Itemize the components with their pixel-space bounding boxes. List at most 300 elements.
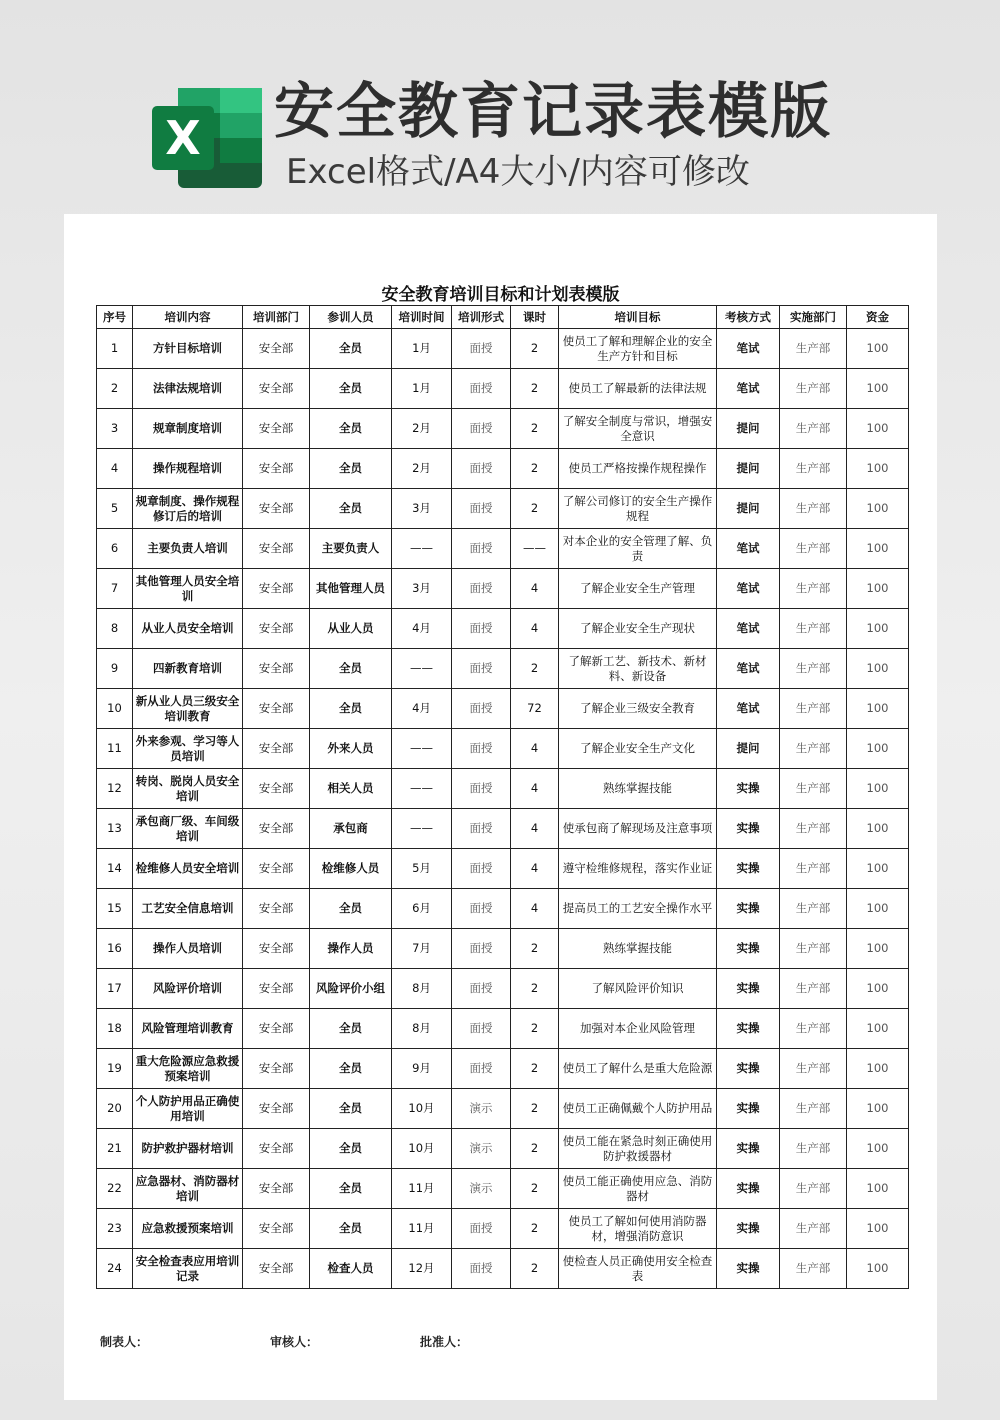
table-cell: 20 <box>97 1089 133 1129</box>
table-cell: 笔试 <box>717 649 780 689</box>
table-cell: 5月 <box>392 849 452 889</box>
table-cell: 了解企业安全生产现状 <box>559 609 717 649</box>
table-cell: 2 <box>97 369 133 409</box>
preparer-label: 制表人： <box>100 1335 149 1349</box>
table-cell: 2 <box>511 489 559 529</box>
table-cell: 12月 <box>392 1249 452 1289</box>
table-cell: 安全部 <box>243 969 310 1009</box>
table-cell: 全员 <box>310 409 392 449</box>
table-cell: 2月 <box>392 449 452 489</box>
table-cell: 全员 <box>310 1009 392 1049</box>
table-row <box>97 1129 909 1169</box>
column-header: 培训时间 <box>392 306 452 329</box>
table-cell: 实操 <box>717 1009 780 1049</box>
table-cell: 其他管理人员 <box>310 569 392 609</box>
table-cell: 面授 <box>452 1209 511 1249</box>
table-cell: 3 <box>97 409 133 449</box>
table-cell: 熟练掌握技能 <box>559 929 717 969</box>
table-cell: 2 <box>511 929 559 969</box>
table-cell: 面授 <box>452 689 511 729</box>
table-cell: 100 <box>847 1049 909 1089</box>
table-cell: 100 <box>847 449 909 489</box>
table-cell: 实操 <box>717 1169 780 1209</box>
table-cell: —— <box>392 729 452 769</box>
table-cell: 14 <box>97 849 133 889</box>
table-cell: 提问 <box>717 729 780 769</box>
table-cell: 23 <box>97 1209 133 1249</box>
table-cell: 面授 <box>452 849 511 889</box>
table-cell: 全员 <box>310 369 392 409</box>
table-cell: 重大危险源应急救援预案培训 <box>133 1049 243 1089</box>
table-cell: 2 <box>511 1009 559 1049</box>
table-cell: 安全部 <box>243 809 310 849</box>
table-cell: 2 <box>511 969 559 1009</box>
table-cell: 1 <box>97 329 133 369</box>
table-cell: 生产部 <box>780 649 847 689</box>
table-cell: 风险评价小组 <box>310 969 392 1009</box>
table-cell: 面授 <box>452 369 511 409</box>
table-cell: 安全部 <box>243 729 310 769</box>
training-plan-table <box>96 305 909 1289</box>
table-cell: 2月 <box>392 409 452 449</box>
table-cell: 风险评价培训 <box>133 969 243 1009</box>
table-cell: 安全部 <box>243 1009 310 1049</box>
table-cell: 9 <box>97 649 133 689</box>
table-cell: 转岗、脱岗人员安全培训 <box>133 769 243 809</box>
table-cell: 15 <box>97 889 133 929</box>
table-cell: 生产部 <box>780 529 847 569</box>
table-cell: 笔试 <box>717 569 780 609</box>
table-cell: 100 <box>847 929 909 969</box>
table-cell: 实操 <box>717 769 780 809</box>
table-cell: 安全部 <box>243 489 310 529</box>
table-cell: 规章制度培训 <box>133 409 243 449</box>
table-cell: 100 <box>847 1249 909 1289</box>
table-cell: 实操 <box>717 889 780 929</box>
table-cell: 面授 <box>452 449 511 489</box>
table-cell: 笔试 <box>717 689 780 729</box>
table-cell: 100 <box>847 529 909 569</box>
table-cell: —— <box>392 649 452 689</box>
table-cell: 面授 <box>452 529 511 569</box>
table-cell: 演示 <box>452 1169 511 1209</box>
table-cell: 安全部 <box>243 1049 310 1089</box>
table-cell: 8 <box>97 609 133 649</box>
table-cell: 100 <box>847 489 909 529</box>
table-cell: 生产部 <box>780 329 847 369</box>
table-cell: 面授 <box>452 609 511 649</box>
table-cell: 生产部 <box>780 1089 847 1129</box>
column-header: 培训部门 <box>243 306 310 329</box>
table-cell: 使员工严格按操作规程操作 <box>559 449 717 489</box>
table-cell: 4 <box>511 729 559 769</box>
table-cell: 100 <box>847 809 909 849</box>
table-cell: 笔试 <box>717 369 780 409</box>
table-cell: 面授 <box>452 649 511 689</box>
table-cell: 生产部 <box>780 609 847 649</box>
table-cell: 10月 <box>392 1129 452 1169</box>
table-cell: 了解风险评价知识 <box>559 969 717 1009</box>
table-cell: 安全部 <box>243 369 310 409</box>
table-cell: 安全部 <box>243 569 310 609</box>
table-cell: 17 <box>97 969 133 1009</box>
table-cell: —— <box>511 529 559 569</box>
table-row <box>97 769 909 809</box>
table-cell: 方针目标培训 <box>133 329 243 369</box>
table-cell: 19 <box>97 1049 133 1089</box>
table-cell: 2 <box>511 1129 559 1169</box>
table-cell: 安全部 <box>243 329 310 369</box>
table-cell: 外来参观、学习等人员培训 <box>133 729 243 769</box>
approver-label: 批准人： <box>420 1335 469 1349</box>
table-cell: 100 <box>847 1089 909 1129</box>
table-cell: 实操 <box>717 1049 780 1089</box>
table-cell: 防护救护器材培训 <box>133 1129 243 1169</box>
table-cell: 3月 <box>392 569 452 609</box>
table-cell: 从业人员 <box>310 609 392 649</box>
excel-logo-letter: X <box>165 111 201 165</box>
table-row <box>97 609 909 649</box>
table-cell: 使员工了解和理解企业的安全生产方针和目标 <box>559 329 717 369</box>
table-cell: 使承包商了解现场及注意事项 <box>559 809 717 849</box>
table-row <box>97 329 909 369</box>
table-cell: 提问 <box>717 409 780 449</box>
column-header: 培训目标 <box>559 306 717 329</box>
table-cell: 全员 <box>310 1049 392 1089</box>
table-cell: 全员 <box>310 1169 392 1209</box>
table-row <box>97 1249 909 1289</box>
table-cell: 生产部 <box>780 1169 847 1209</box>
table-cell: 相关人员 <box>310 769 392 809</box>
table-cell: 遵守检维修规程，落实作业证 <box>559 849 717 889</box>
table-cell: 生产部 <box>780 1009 847 1049</box>
table-cell: 面授 <box>452 1249 511 1289</box>
table-title: 安全教育培训目标和计划表模版 <box>381 285 620 305</box>
column-header: 资金 <box>847 306 909 329</box>
table-cell: 生产部 <box>780 409 847 449</box>
table-cell: 笔试 <box>717 609 780 649</box>
table-cell: 100 <box>847 609 909 649</box>
table-cell: 100 <box>847 569 909 609</box>
page-subtitle: Excel格式/A4大小/内容可修改 <box>286 152 750 192</box>
table-cell: 2 <box>511 1209 559 1249</box>
table-row <box>97 529 909 569</box>
table-cell: 22 <box>97 1169 133 1209</box>
table-cell: 安全部 <box>243 449 310 489</box>
table-cell: 全员 <box>310 1089 392 1129</box>
table-cell: 4 <box>511 769 559 809</box>
table-cell: 主要负责人培训 <box>133 529 243 569</box>
table-cell: 个人防护用品正确使用培训 <box>133 1089 243 1129</box>
table-cell: 11月 <box>392 1169 452 1209</box>
table-row <box>97 569 909 609</box>
table-cell: 2 <box>511 369 559 409</box>
table-cell: 从业人员安全培训 <box>133 609 243 649</box>
table-cell: 了解公司修订的安全生产操作规程 <box>559 489 717 529</box>
table-cell: 使员工能在紧急时刻正确使用防护救援器材 <box>559 1129 717 1169</box>
table-cell: 2 <box>511 1169 559 1209</box>
table-row <box>97 929 909 969</box>
table-cell: 2 <box>511 1049 559 1089</box>
table-cell: 2 <box>511 1089 559 1129</box>
table-cell: 使员工了解如何使用消防器材，增强消防意识 <box>559 1209 717 1249</box>
table-cell: 3月 <box>392 489 452 529</box>
table-cell: 1月 <box>392 369 452 409</box>
table-cell: 100 <box>847 769 909 809</box>
table-cell: 安全部 <box>243 1209 310 1249</box>
table-cell: 2 <box>511 1249 559 1289</box>
table-cell: 安全部 <box>243 1169 310 1209</box>
table-cell: 6 <box>97 529 133 569</box>
table-cell: 7月 <box>392 929 452 969</box>
table-cell: 主要负责人 <box>310 529 392 569</box>
table-cell: 11 <box>97 729 133 769</box>
table-cell: 面授 <box>452 729 511 769</box>
table-cell: 生产部 <box>780 849 847 889</box>
table-cell: 生产部 <box>780 969 847 1009</box>
table-cell: 100 <box>847 409 909 449</box>
table-cell: 5 <box>97 489 133 529</box>
table-cell: 安全部 <box>243 849 310 889</box>
table-cell: 实操 <box>717 1209 780 1249</box>
table-cell: 面授 <box>452 569 511 609</box>
table-cell: 实操 <box>717 849 780 889</box>
table-cell: 生产部 <box>780 1209 847 1249</box>
table-cell: 100 <box>847 889 909 929</box>
table-cell: 安全部 <box>243 1249 310 1289</box>
excel-logo <box>152 86 264 190</box>
table-row <box>97 809 909 849</box>
table-cell: 100 <box>847 969 909 1009</box>
table-cell: 面授 <box>452 409 511 449</box>
table-cell: 生产部 <box>780 489 847 529</box>
table-cell: 检维修人员安全培训 <box>133 849 243 889</box>
table-cell: 生产部 <box>780 569 847 609</box>
table-cell: 操作人员培训 <box>133 929 243 969</box>
table-cell: 100 <box>847 1209 909 1249</box>
table-cell: 18 <box>97 1009 133 1049</box>
table-cell: 2 <box>511 329 559 369</box>
table-cell: 笔试 <box>717 529 780 569</box>
table-cell: 72 <box>511 689 559 729</box>
table-cell: 12 <box>97 769 133 809</box>
table-cell: 面授 <box>452 1049 511 1089</box>
table-cell: 了解企业安全生产管理 <box>559 569 717 609</box>
table-cell: 承包商 <box>310 809 392 849</box>
table-row <box>97 449 909 489</box>
table-cell: 2 <box>511 409 559 449</box>
table-cell: 安全部 <box>243 609 310 649</box>
table-cell: —— <box>392 769 452 809</box>
table-cell: 7 <box>97 569 133 609</box>
table-cell: 熟练掌握技能 <box>559 769 717 809</box>
table-cell: 4 <box>511 609 559 649</box>
table-cell: 安全部 <box>243 689 310 729</box>
table-cell: 使检查人员正确使用安全检查表 <box>559 1249 717 1289</box>
table-cell: 16 <box>97 929 133 969</box>
table-cell: 法律法规培训 <box>133 369 243 409</box>
table-header-row <box>97 306 909 329</box>
table-cell: 6月 <box>392 889 452 929</box>
table-cell: 使员工了解什么是重大危险源 <box>559 1049 717 1089</box>
table-row <box>97 489 909 529</box>
table-cell: 安全部 <box>243 649 310 689</box>
table-cell: 操作人员 <box>310 929 392 969</box>
table-cell: 风险管理培训教育 <box>133 1009 243 1049</box>
column-header: 培训形式 <box>452 306 511 329</box>
table-cell: —— <box>392 809 452 849</box>
table-cell: 对本企业的安全管理了解、负责 <box>559 529 717 569</box>
table-cell: 安全部 <box>243 929 310 969</box>
table-cell: 应急救援预案培训 <box>133 1209 243 1249</box>
table-cell: 生产部 <box>780 889 847 929</box>
table-cell: 使员工了解最新的法律法规 <box>559 369 717 409</box>
document-sheet <box>64 214 937 1400</box>
column-header: 考核方式 <box>717 306 780 329</box>
table-body <box>97 329 909 1289</box>
table-cell: 生产部 <box>780 729 847 769</box>
table-cell: 操作规程培训 <box>133 449 243 489</box>
table-cell: 安全部 <box>243 409 310 449</box>
table-row <box>97 369 909 409</box>
table-row <box>97 1169 909 1209</box>
column-header: 序号 <box>97 306 133 329</box>
table-cell: 全员 <box>310 649 392 689</box>
table-cell: 演示 <box>452 1089 511 1129</box>
table-cell: 安全部 <box>243 889 310 929</box>
table-cell: 了解企业三级安全教育 <box>559 689 717 729</box>
table-cell: 面授 <box>452 969 511 1009</box>
table-cell: 10月 <box>392 1089 452 1129</box>
table-cell: 其他管理人员安全培训 <box>133 569 243 609</box>
table-cell: 外来人员 <box>310 729 392 769</box>
table-cell: 安全检查表应用培训记录 <box>133 1249 243 1289</box>
table-cell: 提问 <box>717 489 780 529</box>
table-cell: 生产部 <box>780 1049 847 1089</box>
table-row <box>97 1089 909 1129</box>
table-cell: 生产部 <box>780 369 847 409</box>
table-cell: 面授 <box>452 1009 511 1049</box>
table-cell: 笔试 <box>717 329 780 369</box>
table-cell: 面授 <box>452 769 511 809</box>
table-cell: 提问 <box>717 449 780 489</box>
table-cell: 安全部 <box>243 769 310 809</box>
table-cell: 21 <box>97 1129 133 1169</box>
table-cell: 2 <box>511 449 559 489</box>
table-cell: 工艺安全信息培训 <box>133 889 243 929</box>
table-cell: 检查人员 <box>310 1249 392 1289</box>
table-cell: 生产部 <box>780 929 847 969</box>
table-cell: 生产部 <box>780 769 847 809</box>
reviewer-label: 审核人： <box>270 1335 319 1349</box>
table-cell: 使员工能正确使用应急、消防器材 <box>559 1169 717 1209</box>
table-cell: 生产部 <box>780 689 847 729</box>
table-cell: 面授 <box>452 889 511 929</box>
table-cell: 10 <box>97 689 133 729</box>
table-cell: 安全部 <box>243 1089 310 1129</box>
table-row <box>97 1209 909 1249</box>
table-cell: 实操 <box>717 1089 780 1129</box>
table-cell: 使员工正确佩戴个人防护用品 <box>559 1089 717 1129</box>
table-cell: 实操 <box>717 929 780 969</box>
table-cell: 全员 <box>310 329 392 369</box>
table-cell: 面授 <box>452 809 511 849</box>
table-cell: 规章制度、操作规程修订后的培训 <box>133 489 243 529</box>
table-cell: 4月 <box>392 689 452 729</box>
table-cell: 全员 <box>310 489 392 529</box>
table-cell: 100 <box>847 849 909 889</box>
table-cell: —— <box>392 529 452 569</box>
table-cell: 2 <box>511 649 559 689</box>
table-cell: 4 <box>511 849 559 889</box>
table-row <box>97 1009 909 1049</box>
table-cell: 新从业人员三级安全培训教育 <box>133 689 243 729</box>
page-title: 安全教育记录表模版 <box>274 77 832 147</box>
table-cell: 全员 <box>310 449 392 489</box>
table-cell: 100 <box>847 369 909 409</box>
column-header: 培训内容 <box>133 306 243 329</box>
table-cell: 全员 <box>310 689 392 729</box>
table-cell: 4 <box>511 569 559 609</box>
table-cell: 100 <box>847 729 909 769</box>
table-cell: 应急器材、消防器材培训 <box>133 1169 243 1209</box>
table-cell: 加强对本企业风险管理 <box>559 1009 717 1049</box>
table-cell: 实操 <box>717 809 780 849</box>
table-cell: 生产部 <box>780 1249 847 1289</box>
table-cell: 检维修人员 <box>310 849 392 889</box>
table-cell: 四新教育培训 <box>133 649 243 689</box>
table-cell: 1月 <box>392 329 452 369</box>
table-cell: 了解企业安全生产文化 <box>559 729 717 769</box>
table-row <box>97 889 909 929</box>
table-cell: 4月 <box>392 609 452 649</box>
table-cell: 安全部 <box>243 529 310 569</box>
column-header: 参训人员 <box>310 306 392 329</box>
table-cell: 提高员工的工艺安全操作水平 <box>559 889 717 929</box>
table-cell: 了解安全制度与常识，增强安全意识 <box>559 409 717 449</box>
table-cell: 100 <box>847 1009 909 1049</box>
table-cell: 13 <box>97 809 133 849</box>
table-cell: 实操 <box>717 1249 780 1289</box>
table-cell: 生产部 <box>780 449 847 489</box>
table-row <box>97 409 909 449</box>
table-cell: 全员 <box>310 1209 392 1249</box>
table-row <box>97 729 909 769</box>
table-cell: 100 <box>847 1129 909 1169</box>
table-cell: 4 <box>511 809 559 849</box>
table-cell: 9月 <box>392 1049 452 1089</box>
table-cell: 演示 <box>452 1129 511 1169</box>
table-cell: 100 <box>847 1169 909 1209</box>
table-cell: 生产部 <box>780 809 847 849</box>
table-row <box>97 969 909 1009</box>
column-header: 实施部门 <box>780 306 847 329</box>
table-cell: 11月 <box>392 1209 452 1249</box>
table-cell: 8月 <box>392 1009 452 1049</box>
table-cell: 了解新工艺、新技术、新材料、新设备 <box>559 649 717 689</box>
table-cell: 实操 <box>717 969 780 1009</box>
table-cell: 100 <box>847 689 909 729</box>
table-cell: 面授 <box>452 929 511 969</box>
table-cell: 4 <box>511 889 559 929</box>
table-cell: 全员 <box>310 1129 392 1169</box>
table-cell: 4 <box>97 449 133 489</box>
table-cell: 全员 <box>310 889 392 929</box>
table-row <box>97 1049 909 1089</box>
table-cell: 24 <box>97 1249 133 1289</box>
table-cell: 100 <box>847 329 909 369</box>
table-cell: 面授 <box>452 329 511 369</box>
